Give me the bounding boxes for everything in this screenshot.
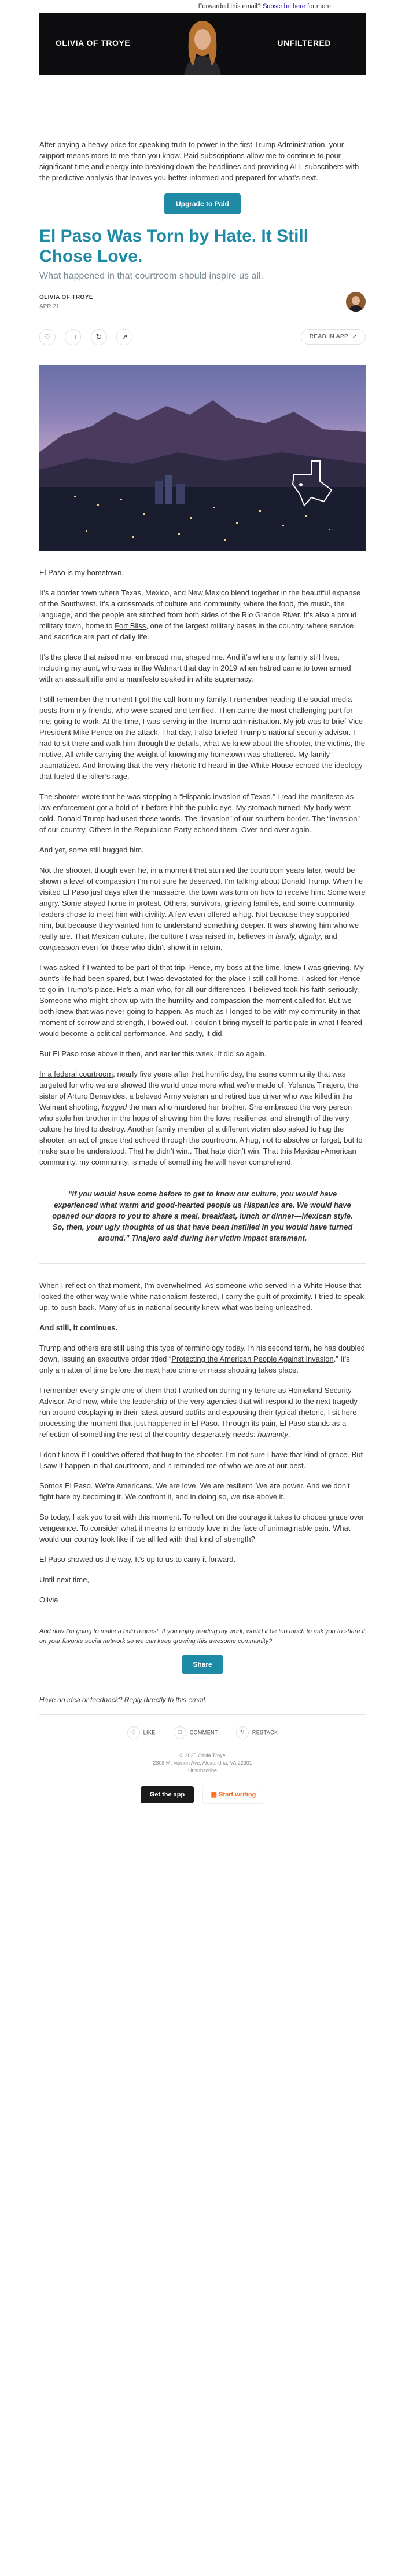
substack-icon: ▦ [211,1791,218,1798]
get-app-button[interactable]: Get the app [141,1786,194,1803]
upgrade-button[interactable]: Upgrade to Paid [164,193,241,214]
app-links [0,1785,405,1804]
post-date: APR 21 [39,303,60,310]
forwarded-text: Forwarded this email? [198,3,261,10]
feedback-text: Have an idea or feedback? Reply directly to this email. [39,1696,207,1704]
paragraph: Not the shooter, though even he, in a moment that stunned the courtroom years later, would be shown a level of compassion I’m not sure he deserved. I’m talking about Donald Trump. When he visited El Paso just days after the massacre, the town was torn on how to receive him. Some were angry. Some stayed home in protest. Others, survivors, grieving families, and some community leaders chose to meet him with civility. A few even offered a hug. Not because they supported him, but because they wanted him to understand something deeper. It was showing him who we really are. That Mexican culture, the culture I was raised in, believes in family, dignity, and compassion even for those who didn’t show it in return. [39,866,366,952]
pull-quote: “If you would have come before to get to know our culture, you would have experienced what warm and good-hearted people us Hispanics are. We would have opened our doors to you to share a meal, breakfast, lunch or dinner—Mexican style. So, then, your ugly thoughts of us that have been instilled in you would have turned around,” Tinajero said during her victim impact statement. [52,1190,353,1242]
paragraph: But El Paso rose above it then, and earlier this week, it did so again. [39,1049,267,1058]
subscribe-link[interactable]: Subscribe here [262,3,305,10]
el-paso-skyline-image [39,365,366,551]
footer-actions [0,1726,405,1739]
restack-icon[interactable]: ↻ [91,329,107,345]
hero-image[interactable] [39,365,366,551]
intro-text: After paying a heavy price for speaking truth to power in the first Trump Administration, your support means more to me than you know. Paid subscriptions allow me to continue to pour significant time and energy into breaking down the headlines and providing ALL subscribers with the predictive analysis that leaves you better informed and prepared for what’s next. [39,140,359,182]
paragraph: Somos El Paso. We’re Americans. We are love. We are resilient. We are power. And we don’t fight hate by becoming it. We confront it, and in doing so, we rise above it. [39,1481,350,1501]
paragraph: It’s the place that raised me, embraced me, shaped me. And it’s where my family still lives, including my aunt, who was in the Walmart that day in 2019 when hatred came to town armed with an assault rifle and a manifesto soaked in white supremacy. [39,653,351,683]
comment-button[interactable]: □ COMMENT [174,1726,218,1739]
read-in-app-label: READ IN APP [309,334,348,340]
start-writing-button[interactable]: ▦ Start writing [203,1785,265,1804]
article-body-continued [39,1280,366,1605]
paragraph: I don’t know if I could’ve offered that hug to the shooter. I’m not sure I have that kind of grace. But I saw it happen in that courtroom, and it reminded me of who we are at our best. [39,1450,363,1470]
forward-notice [0,0,405,13]
external-link-icon: ↗ [350,334,357,340]
copyright-text: © 2025 Olivia Troye [179,1752,226,1758]
article-body [39,567,366,1168]
share-icon[interactable]: ↗ [116,329,132,345]
paragraph: El Paso is my hometown. [39,568,124,577]
address-text: 2308 Mt Vernon Ave, Alexandria, VA 22301 [153,1760,252,1766]
signature: Olivia [39,1596,58,1604]
hispanic-invasion-link[interactable]: Hispanic invasion of Texas [182,792,271,801]
footer-copyright [0,1752,405,1774]
comment-icon: □ [174,1726,186,1739]
like-button[interactable]: ♡ LIKE [127,1726,156,1739]
banner-left-label: OLIVIA OF TROYE [56,38,131,47]
post-subtitle: What happened in that courtroom should inspire us all. [39,271,263,281]
avatar[interactable] [346,292,366,312]
paragraph: And still, it continues. [39,1323,118,1332]
paragraph: Until next time, [39,1575,89,1584]
federal-courtroom-link[interactable]: In a federal courtroom [39,1070,113,1078]
restack-icon: ↻ [236,1726,249,1739]
unsubscribe-link[interactable]: Unsubscribe [187,1768,218,1773]
paragraph: It’s a border town where Texas, Mexico, and New Mexico blend together in the beautiful expanse of the Southwest. It’s a crossroads of culture and community, where the food, the music, the language, and the people are stitched from both sides of the Rio Grande River. It’s also a proud military town, home to Fort Bliss, one of the largest military bases in the country, where service and sacrifice are part of daily life. [39,588,361,641]
paragraph: El Paso showed us the way. It’s up to us to carry it forward. [39,1555,236,1564]
paragraph: And yet, some still hugged him. [39,846,144,854]
byline [39,294,366,317]
paragraph: So today, I ask you to sit with this moment. To reflect on the courage it takes to choose grace over vengeance. To consider what it means to embody love in the face of unimaginable pain. What would our country look like if we all led with that kind of strength? [39,1513,365,1543]
publication-banner [39,13,366,75]
paragraph: I was asked if I wanted to be part of that trip. Pence, my boss at the time, knew I was grieving. My aunt’s life had been spared, but I was devastated for the place I still call home. I asked for Pence to go in Trump’s place. He’s a man who, for all our differences, I believed took his faith seriously. Someone who might show up with the humility and compassion the moment called for. But we both knew that was never going to happen. As much as I longed to be with my community in that moment of sorrow and strength, I bowed out. I couldn’t bring myself to participate in what I feared would become a political performance. And sadly, it did. [39,963,364,1038]
post-title[interactable]: El Paso Was Torn by Hate. It Still Chose Love. [39,226,309,266]
share-request: And now I’m going to make a bold request. If you enjoy reading my work, would it be too much to ask you to share it on your favorite social network so we can keep growing this awesome community? [39,1628,366,1645]
paragraph: I still remember the moment I got the call from my family. I remember reading the social media posts from my friends, who were scared and terrified. Then came the most challenging part for me: going to work. At the time, I was serving in the Trump administration. My job was to brief Vice President Mike Pence on the attack. That day, I also briefed Trump’s national security advisor. I had to sit there and walk him through the details, what we knew about the shooter, the victims, the motive. All while carrying the weight of knowing my hometown was shattered. My family traumatized. And knowing that the very rhetoric I’d heard in the White House echoed the ideology that fueled the killer’s rage. [39,695,365,781]
author-name[interactable]: OLIVIA OF TROYE [39,294,93,301]
restack-button[interactable]: ↻ RESTACK [236,1726,278,1739]
paragraph: In a federal courtroom, nearly five years after that horrific day, the same community that was targeted for who we are showed the world once more what we’re made of. Yolanda Tinajero, the sister of Arturo Benavides, a beloved Army veteran and retired bus driver who was killed in the Walmart shooting, hugged the man who murdered her brother. She embraced the very person who stole her brother in the hope of showing him the love, resilience, and strength of the very culture he tried to destroy. Another family member of a different victim also asked to hug the shooter, an act of grace that echoed through the courtroom. A hug, not to absolve or forget, but to make sure he understood. That he didn’t win.. That hate didn’t win. That this Mexican-American community, my community, is made of something he will never comprehend. [39,1070,363,1166]
banner-right-label: UNFILTERED [277,38,331,47]
author-portrait [176,17,229,75]
paragraph: When I reflect on that moment, I’m overwhelmed. As someone who served in a White House that looked the other way while white nationalism festered, I carry the guilt of proximity. I tried to speak up, to push back. Many of us in national security knew what was being unleashed. [39,1281,365,1312]
paragraph: Trump and others are still using this type of terminology today. In his second term, he has doubled down, issuing an executive order titled “Protecting the American People Against Invasion.” It’s only a matter of time before the next hate crime or mass shooting takes place. [39,1344,365,1374]
share-button[interactable]: Share [182,1655,222,1674]
comment-icon[interactable]: □ [65,329,81,345]
post-actions [39,329,366,349]
subscribe-suffix: for more [307,3,331,10]
heart-icon: ♡ [127,1726,140,1739]
heart-icon[interactable]: ♡ [39,329,56,345]
fort-bliss-link[interactable]: Fort Bliss [115,621,146,630]
avatar-image [346,292,366,312]
paragraph: I remember every single one of them that I worked on during my tenure as Homeland Security Advisor. And now, while the leadership of the very agencies that will respond to the next tragedy run around cosplaying in their latest absurd outfits and espousing their typical rhetoric, I sit here processing the moment that just happened in El Paso. Through its pain, El Paso stands as a reflection of something the rest of the country desperately needs: humanity. [39,1386,358,1439]
read-in-app-button[interactable] [301,329,366,345]
executive-order-link[interactable]: Protecting the American People Against Invasion [171,1355,334,1363]
paragraph: The shooter wrote that he was stopping a “Hispanic invasion of Texas.” I read the manifesto as law enforcement got a hold of it before it hit the public eye. My stomach turned. My body went cold. Donald Trump had used those words. The “invasion” of our southern border. The “invasion” of our country. Others in the Republican Party echoed them. Over and over again. [39,792,360,834]
